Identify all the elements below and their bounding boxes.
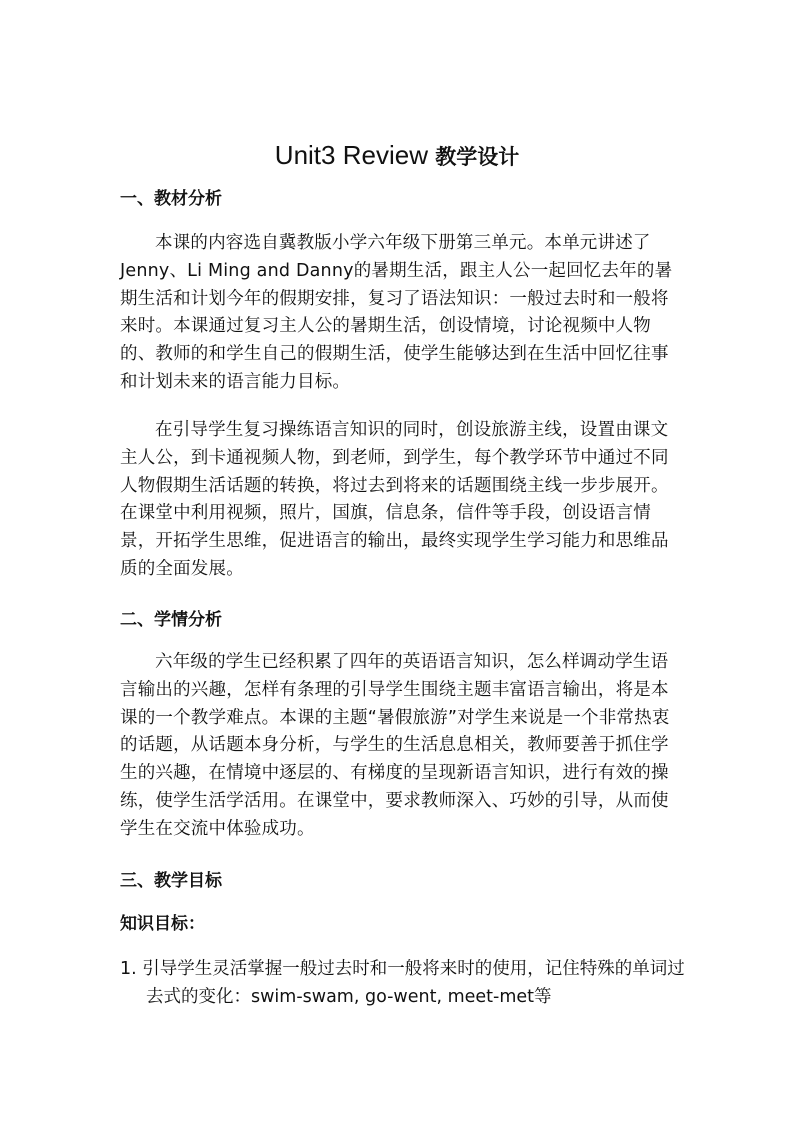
section-heading-objectives: 三、教学目标 [120,871,222,891]
section-heading-students: 二、学情分析 [120,610,222,630]
section-heading-materials: 一、教材分析 [120,189,222,209]
title-chinese: 教学设计 [435,145,520,169]
paragraph-materials-1: 本课的内容选自冀教版小学六年级下册第三单元。本单元讲述了Jenny、Li Ming and Danny的暑期生活，跟主人公一起回忆去年的暑期生活和计划今年的假期安排，复习了语法知识：一般过去时和一般将来时。本课通过复习主人公的暑期生活，创设情境，讨论视频中人物的、教师的和学生自己的假期生活，使学生能够达到在生活中回忆往事和计划未来的语言能力目标。 [120,233,673,392]
title-english: Unit3 Review [274,140,428,170]
objective-list-item: 1. 引导学生灵活掌握一般过去时和一般将来时的使用，记住特殊的单词过去式的变化：swim-swam, go-went, meet-met等 [120,959,685,1007]
paragraph-students-1: 六年级的学生已经积累了四年的英语语言知识，怎么样调动学生语言输出的兴趣，怎样有条理的引导学生围绕主题丰富语言输出，将是本课的一个教学难点。本课的主题“暑假旅游”对学生来说是一个非常热衷的话题，从话题本身分析，与学生的生活息息相关，教师要善于抓住学生的兴趣，在情境中逐层的、有梯度的呈现新语言知识，进行有效的操练，使学生活学活用。在课堂中，要求教师深入、巧妙的引导，从而使学生在交流中体验成功。 [120,652,670,839]
paragraph-materials-2: 在引导学生复习操练语言知识的同时，创设旅游主线，设置由课文主人公，到卡通视频人物，到老师，到学生，每个教学环节中通过不同人物假期生活话题的转换，将过去到将来的话题围绕主线一步步展开。在课堂中利用视频，照片，国旗，信息条，信件等手段，创设语言情景，开拓学生思维，促进语言的输出，最终实现学生学习能力和思维品质的全面发展。 [120,420,669,579]
document-title [0,139,794,173]
subheading-knowledge-objectives: 知识目标： [120,914,205,934]
